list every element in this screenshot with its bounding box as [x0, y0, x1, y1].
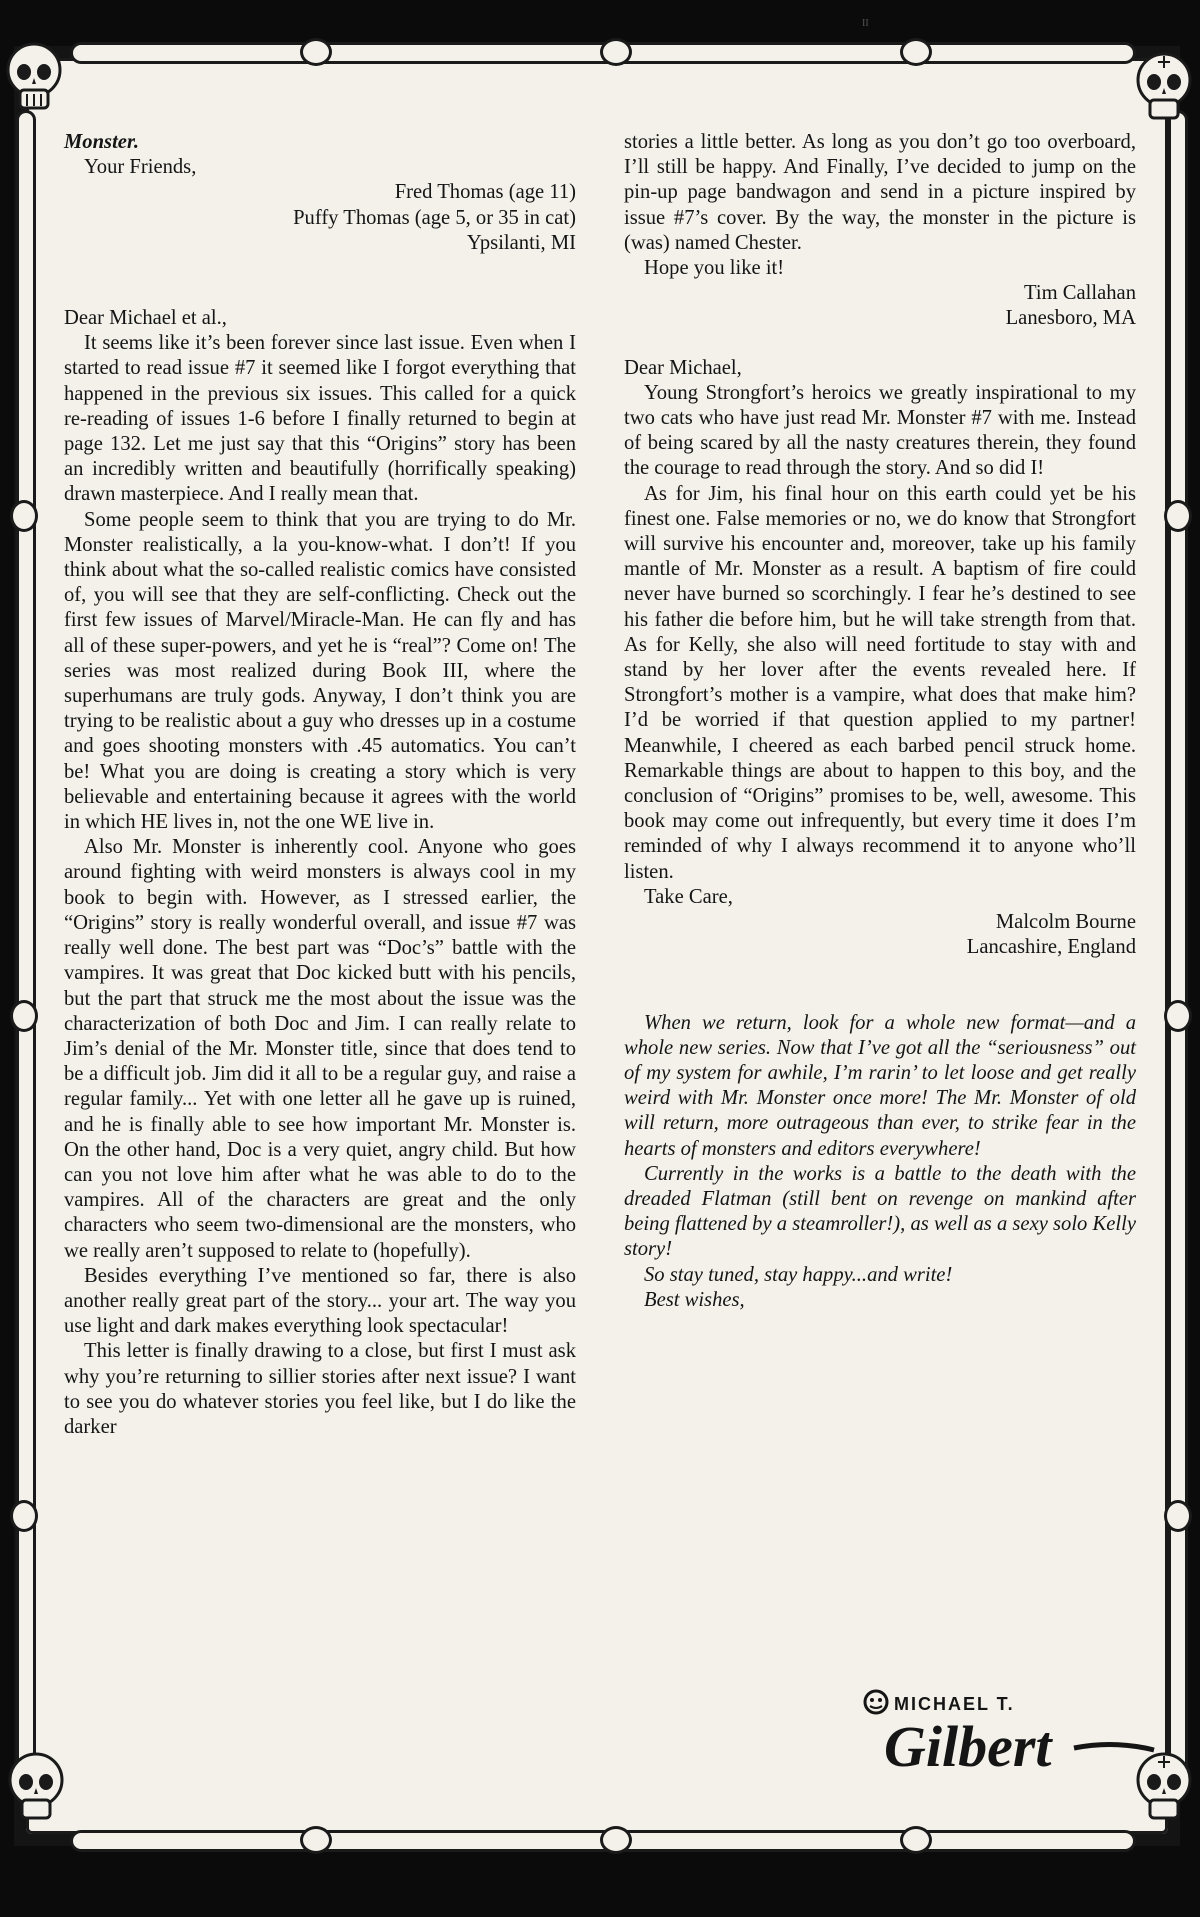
bone-knob	[1164, 500, 1192, 532]
svg-text:Gilbert: Gilbert	[884, 1714, 1052, 1779]
signer-location: Lanesboro, MA	[1005, 307, 1136, 330]
letter-paragraph: Besides everything I’ve mentioned so far, there is also another really great part of the story... your art. The way you use light and dark makes everything look spectacular!	[64, 1264, 576, 1338]
right-column	[624, 130, 1136, 1313]
page-mark: II	[862, 18, 869, 29]
spacer	[624, 332, 1136, 356]
bone-knob	[1164, 1500, 1192, 1532]
left-column	[64, 130, 576, 1440]
signer-name: Tim Callahan	[1024, 282, 1136, 305]
letter-closing: Your Friends,	[84, 156, 197, 179]
letter-paragraph: Young Strongfort’s heroics we greatly inspirational to my two cats who have just read Mr. Monster #7 with me. Instead of being scared by all the nasty creatures therein, they found the courage to read through the story. And so did I!	[624, 381, 1136, 480]
letters-content	[58, 120, 1138, 1820]
signer-location: Ypsilanti, MI	[466, 231, 576, 254]
letter-paragraph: It seems like it’s been forever since last issue. Even when I started to read issue #7 it seemed like I forgot everything that happened in the previous six issues. This called for a quick re-reading of issues 1-6 before I finally returned to begin at page 132. Let me just say that this “Origins” story has been an incredibly written and beautifully (horrifically speaking) drawn masterpiece. And I really mean that.	[64, 332, 576, 506]
spacer	[624, 961, 1136, 1011]
bone-knob	[10, 1000, 38, 1032]
letter-closing: Take Care,	[644, 885, 733, 908]
bone-knob	[900, 1826, 932, 1854]
svg-text:MICHAEL T.: MICHAEL T.	[894, 1694, 1015, 1714]
signer-name: Puffy Thomas (age 5, or 35 in cat)	[293, 206, 576, 229]
editor-signature	[824, 1670, 1164, 1790]
skull-icon	[2, 40, 66, 114]
bone-knob	[600, 1826, 632, 1854]
bone-knob	[900, 38, 932, 66]
letter-paragraph: This letter is finally drawing to a close, but first I must ask why you’re returning to sillier stories after next issue? I want to see you do whatever stories you feel like, but I do like the darker	[64, 1340, 576, 1438]
bone-border-right	[1168, 110, 1188, 1796]
letter-closing: Hope you like it!	[644, 257, 785, 280]
letter-paragraph: Also Mr. Monster is inherently cool. Anyone who goes around fighting with weird monsters is always cool in my book to begin with. However, as I stressed earlier, the “Origins” story is really wonderful overall, and issue #7 was really well done. The best part was “Doc’s” battle with the vampires. It was great that Doc kicked butt with his pencils, but the part that struck me the most about the issue was the characterization of both Doc and Jim. I can really relate to Jim’s denial of the Mr. Monster title, since that does tend to be a difficult job. Jim did it all to be a regular guy, and raise a regular family... Yet with one letter all he gave up is ruined, and he is finally able to see how important Mr. Monster is. On the other hand, Doc is a very quiet, angry child. But how can you not love him after what he was able to do to the vampires. All of the characters are great and the only characters who seem two-dimensional are the monsters, who we really aren’t supposed to relate to (hopefully).	[64, 836, 576, 1262]
skull-icon	[1132, 50, 1196, 124]
editor-response	[624, 1011, 1136, 1313]
letter-salutation: Dear Michael,	[624, 356, 742, 379]
editor-paragraph: Best wishes,	[644, 1288, 745, 1311]
bone-knob	[600, 38, 632, 66]
editor-paragraph: When we return, look for a whole new format—and a whole new series. Now that I’ve got all the “seriousness” out of my system for awhile, I’m rarin’ to let loose and get really weird with Mr. Monster once more! The Mr. Monster of old will return, more outrageous than ever, to strike fear in the hearts of monsters and editors everywhere!	[624, 1011, 1136, 1160]
signer-location: Lancashire, England	[966, 936, 1136, 959]
letter-salutation: Dear Michael et al.,	[64, 307, 227, 330]
signer-name: Fred Thomas (age 11)	[394, 181, 576, 204]
letter-paragraph: As for Jim, his final hour on this earth could yet be his finest one. False memories or no, we do know that Strongfort will survive his encounter and, moreover, take up his family mantle of Mr. Monster as a result. A baptism of fire could never have burned so scorchingly. I fear he’s destined to see his father die before him, but he will take strength from that. As for Kelly, she also will need fortitude to stay with and stand by her lover after the events revealed here. If Strongfort’s mother is a vampire, what does that make him? I’d be worried if that question applied to my partner! Meanwhile, I cheered as each barbed pencil struck home. Remarkable things are about to happen to this boy, and the conclusion of “Origins” promises to be, well, awesome. This book may come out infrequently, but every time it does I’m reminded of why I always recommend it to anyone who’ll listen.	[624, 482, 1136, 883]
editor-paragraph: So stay tuned, stay happy...and write!	[644, 1263, 953, 1286]
bone-knob	[1164, 1000, 1192, 1032]
bone-knob	[300, 38, 332, 66]
letter-paragraph: Some people seem to think that you are trying to do Mr. Monster realistically, a la you-know-what. I don’t! If you think about what the so-called realistic comics have consisted of, you will see that they are self-conflicting. Check out the first few issues of Marvel/Miracle-Man. He can fly and has all of these super-powers, and yet he is “real”? Come on! The series was most realized during Book III, where the superhumans are truly gods. Anyway, I don’t think you are trying to be realistic about a guy who dresses up in a costume and goes shooting monsters with .45 automatics. You can’t be! What you are doing is creating a story which is very believable and entertaining because it agrees with the world in which HE lives in, not the one WE live in.	[64, 508, 576, 834]
spacer	[64, 256, 576, 306]
bone-border-left	[16, 110, 36, 1796]
letter-continuation: Monster.	[64, 131, 139, 153]
letter-paragraph: stories a little better. As long as you don’t go too overboard, I’ll still be happy. And Finally, I’ve decided to jump on the pin-up page bandwagon and send in a picture inspired by issue #7’s cover. By the way, the monster in the picture is (was) named Chester.	[624, 131, 1136, 254]
bone-knob	[10, 500, 38, 532]
bone-knob	[10, 1500, 38, 1532]
signer-name: Malcolm Bourne	[995, 911, 1136, 934]
editor-paragraph: Currently in the works is a battle to the death with the dreaded Flatman (still bent on revenge on mankind after being flattened by a steamroller!), as well as a sexy solo Kelly story!	[624, 1162, 1136, 1261]
bone-knob	[300, 1826, 332, 1854]
